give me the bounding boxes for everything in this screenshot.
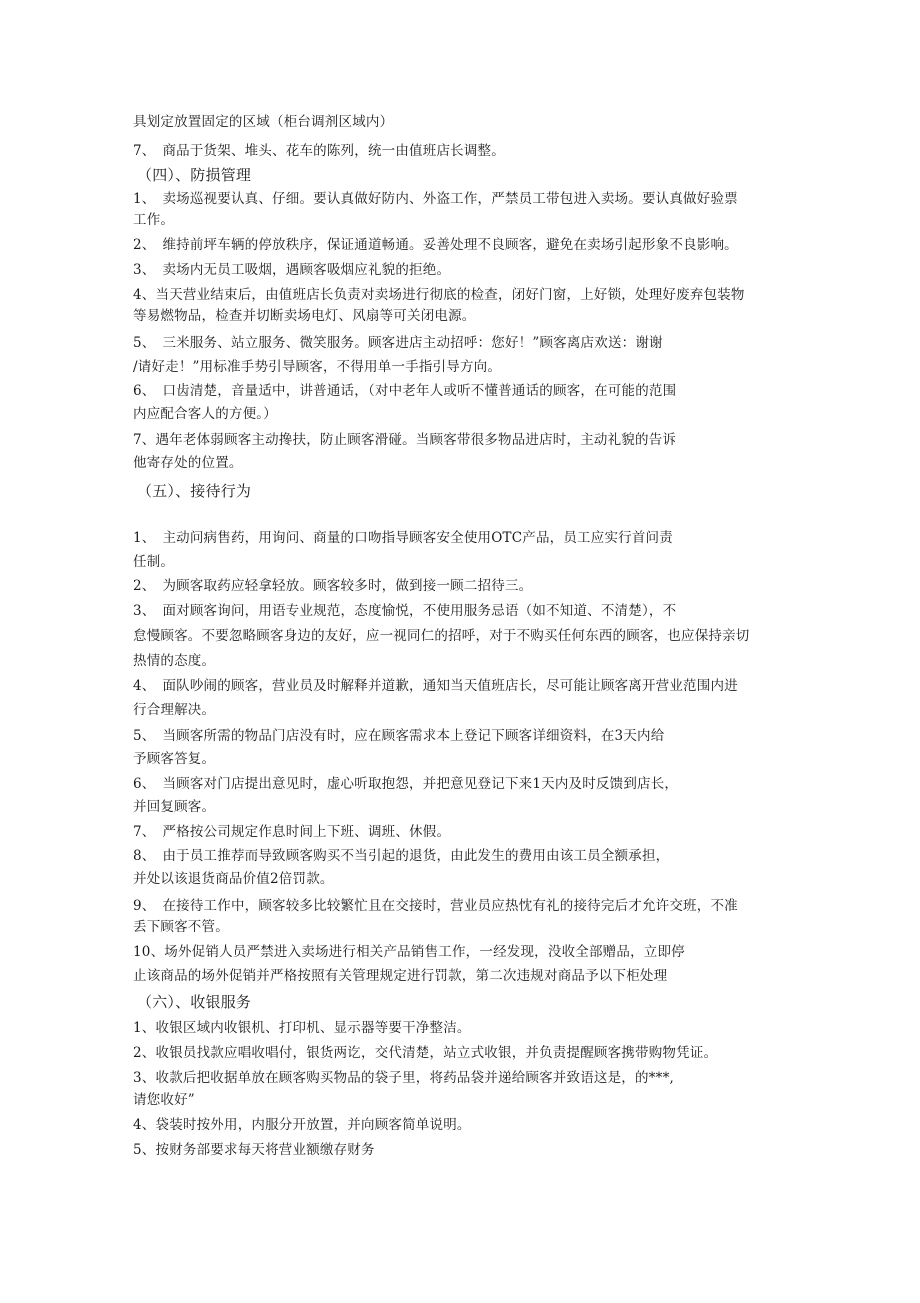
text-line: 2、 维持前坪车辆的停放秩序，保证通道畅通。妥善处理不良顾客，避免在卖场引起形象不良影响。 bbox=[133, 237, 738, 253]
text-line: 任制。 bbox=[133, 554, 175, 570]
text-line: 他寄存处的位置。 bbox=[133, 455, 243, 471]
text-line: 3、 卖场内无员工吸烟，遇顾客吸烟应礼貌的拒绝。 bbox=[133, 262, 451, 278]
text-line: 行合理解决。 bbox=[133, 702, 216, 718]
text-line: 7、 严格按公司规定作息时间上下班、调班、休假。 bbox=[133, 824, 451, 840]
text-line: 4、袋装时按外用，内服分开放置，并向顾客简单说明。 bbox=[133, 1117, 471, 1133]
text-line: 10、场外促销人员严禁进入卖场进行相关产品销售工作，一经发现，没收全部赠品，立即停 bbox=[133, 944, 685, 960]
text-line: 4、当天营业结束后，由值班店长负责对卖场进行彻底的检查，闭好门窗，上好锁，处理好废弃包装物 bbox=[133, 287, 745, 303]
text-line: 5、 当顾客所需的物品门店没有时，应在顾客需求本上登记下顾客详细资料，在3天内给 bbox=[133, 728, 665, 744]
text-line: 9、 在接待工作中，顾客较多比较繁忙且在交接时，营业员应热忱有礼的接待完后才允许交班，不准 bbox=[133, 898, 738, 914]
text-line: 等易燃物品，检查并切断卖场电灯、风扇等可关闭电源。 bbox=[133, 308, 476, 324]
text-line: 怠慢顾客。不要忽略顾客身边的友好，应一视同仁的招呼，对于不购买任何东西的顾客，也应保持亲切 bbox=[133, 628, 750, 644]
section-heading-reception: （五）、接待行为 bbox=[137, 482, 252, 500]
text-line: 请您收好” bbox=[133, 1092, 195, 1108]
text-line: 1、 主动问病售药，用询问、商量的口吻指导顾客安全使用OTC产品，员工应实行首问责 bbox=[133, 530, 673, 546]
text-line: 并回复顾客。 bbox=[133, 799, 216, 815]
text-line: 7、 商品于货架、堆头、花车的陈列，统一由值班店长调整。 bbox=[133, 143, 505, 159]
text-line: 8、 由于员工推荐而导致顾客购买不当引起的退货，由此发生的费用由该工员全额承担， bbox=[133, 848, 670, 864]
text-line: 5、 三米服务、站立服务、微笑服务。顾客进店主动招呼：您好！”顾客离店欢送：谢谢 bbox=[133, 335, 663, 351]
text-line: 3、 面对顾客询问，用语专业规范，态度愉悦，不使用服务忌语（如不知道、不清楚），不 bbox=[133, 603, 677, 619]
text-line: 具划定放置固定的区域（柜台调剂区域内） bbox=[133, 114, 394, 130]
text-line: 7、遇年老体弱顾客主动搀扶，防止顾客滑碰。当顾客带很多物品进店时，主动礼貌的告诉 bbox=[133, 432, 677, 448]
text-line: 内应配合客人的方便。） bbox=[133, 406, 277, 422]
text-line: 工作。 bbox=[133, 212, 175, 228]
text-line: /请好走！”用标准手势引导顾客，不得用单一手指引导方向。 bbox=[133, 359, 502, 375]
text-line: 止该商品的场外促销并严格按照有关管理规定进行罚款，第二次违规对商品予以下柜处理 bbox=[133, 968, 668, 984]
text-line: 2、收银员找款应唱收唱付，银货两讫，交代清楚，站立式收银，并负责提醒顾客携带购物凭证。 bbox=[133, 1045, 718, 1061]
text-line: 丢下顾客不管。 bbox=[133, 919, 229, 935]
text-line: 6、 当顾客对门店提出意见时，虚心听取抱怨，并把意见登记下来1天内及时反馈到店长， bbox=[133, 776, 679, 792]
text-line: 1、 卖场巡视要认真、仔细。要认真做好防内、外盗工作，严禁员工带包进入卖场。要认真做好验票 bbox=[133, 191, 738, 207]
text-line: 5、按财务部要求每天将营业额缴存财务 bbox=[133, 1142, 375, 1158]
text-line: 3、收款后把收据单放在顾客购买物品的袋子里，将药品袋并递给顾客并致语这是，的***, bbox=[133, 1070, 675, 1086]
text-line: 2、 为顾客取药应轻拿轻放。顾客较多时，做到接一顾二招待三。 bbox=[133, 578, 533, 594]
text-line: 1、收银区域内收银机、打印机、显示器等要干净整洁。 bbox=[133, 1020, 471, 1036]
text-line: 并处以该退货商品价值2倍罚款。 bbox=[133, 871, 334, 887]
section-heading-cashier: （六）、收银服务 bbox=[137, 993, 252, 1011]
text-line: 热情的态度。 bbox=[133, 653, 216, 669]
text-line: 予顾客答复。 bbox=[133, 751, 216, 767]
section-heading-loss-prevention: （四）、防损管理 bbox=[137, 166, 252, 184]
text-line: 4、 面队吵闹的顾客，营业员及时解释并道歉，通知当天值班店长，尽可能让顾客离开营业范围内进 bbox=[133, 678, 738, 694]
text-line: 6、 口齿清楚，音量适中，讲普通话，（对中老年人或听不懂普通话的顾客，在可能的范围 bbox=[133, 383, 677, 399]
